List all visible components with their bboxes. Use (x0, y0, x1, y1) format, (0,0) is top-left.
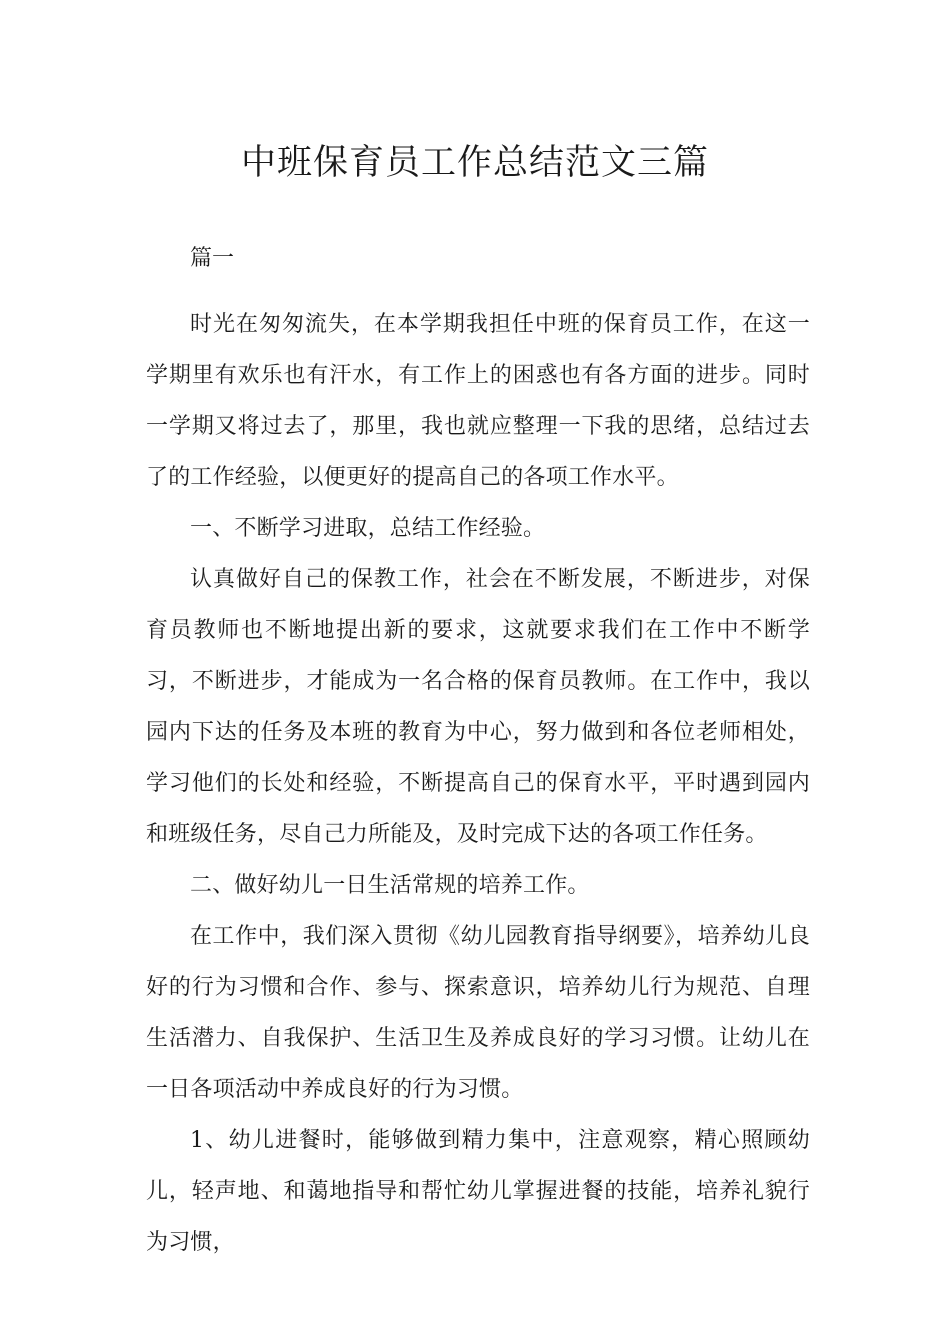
paragraph-daily-routine: 在工作中，我们深入贯彻《幼儿园教育指导纲要》，培养幼儿良好的行为习惯和合作、参与、探索意识，培养幼儿行为规范、自理生活潜力、自我保护、生活卫生及养成良好的学习习惯。让幼儿在一日各项活动中养成良好的行为习惯。 (146, 924, 810, 1102)
section-label: 篇一 (190, 246, 235, 271)
heading-learning: 一、不断学习进取，总结工作经验。 (190, 516, 546, 541)
paragraph-meals: 1、幼儿进餐时，能够做到精力集中，注意观察，精心照顾幼儿，轻声地、和蔼地指导和帮忙幼儿掌握进餐的技能，培养礼貌行为习惯， (146, 1128, 810, 1255)
paragraph-intro: 时光在匆匆流失，在本学期我担任中班的保育员工作，在这一学期里有欢乐也有汗水，有工作上的困惑也有各方面的进步。同时一学期又将过去了，那里，我也就应整理一下我的思绪，总结过去了的工作经验，以便更好的提高自己的各项工作水平。 (146, 312, 810, 490)
heading-daily-routine: 二、做好幼儿一日生活常规的培养工作。 (190, 873, 590, 898)
document-title: 中班保育员工作总结范文三篇 (240, 143, 709, 183)
paragraph-learning: 认真做好自己的保教工作，社会在不断发展，不断进步，对保育员教师也不断地提出新的要求，这就要求我们在工作中不断学习，不断进步，才能成为一名合格的保育员教师。在工作中，我以园内下达的任务及本班的教育为中心，努力做到和各位老师相处，学习他们的长处和经验，不断提高自己的保育水平，平时遇到园内和班级任务，尽自己力所能及，及时完成下达的各项工作任务。 (146, 567, 810, 847)
document-body (146, 299, 810, 1268)
